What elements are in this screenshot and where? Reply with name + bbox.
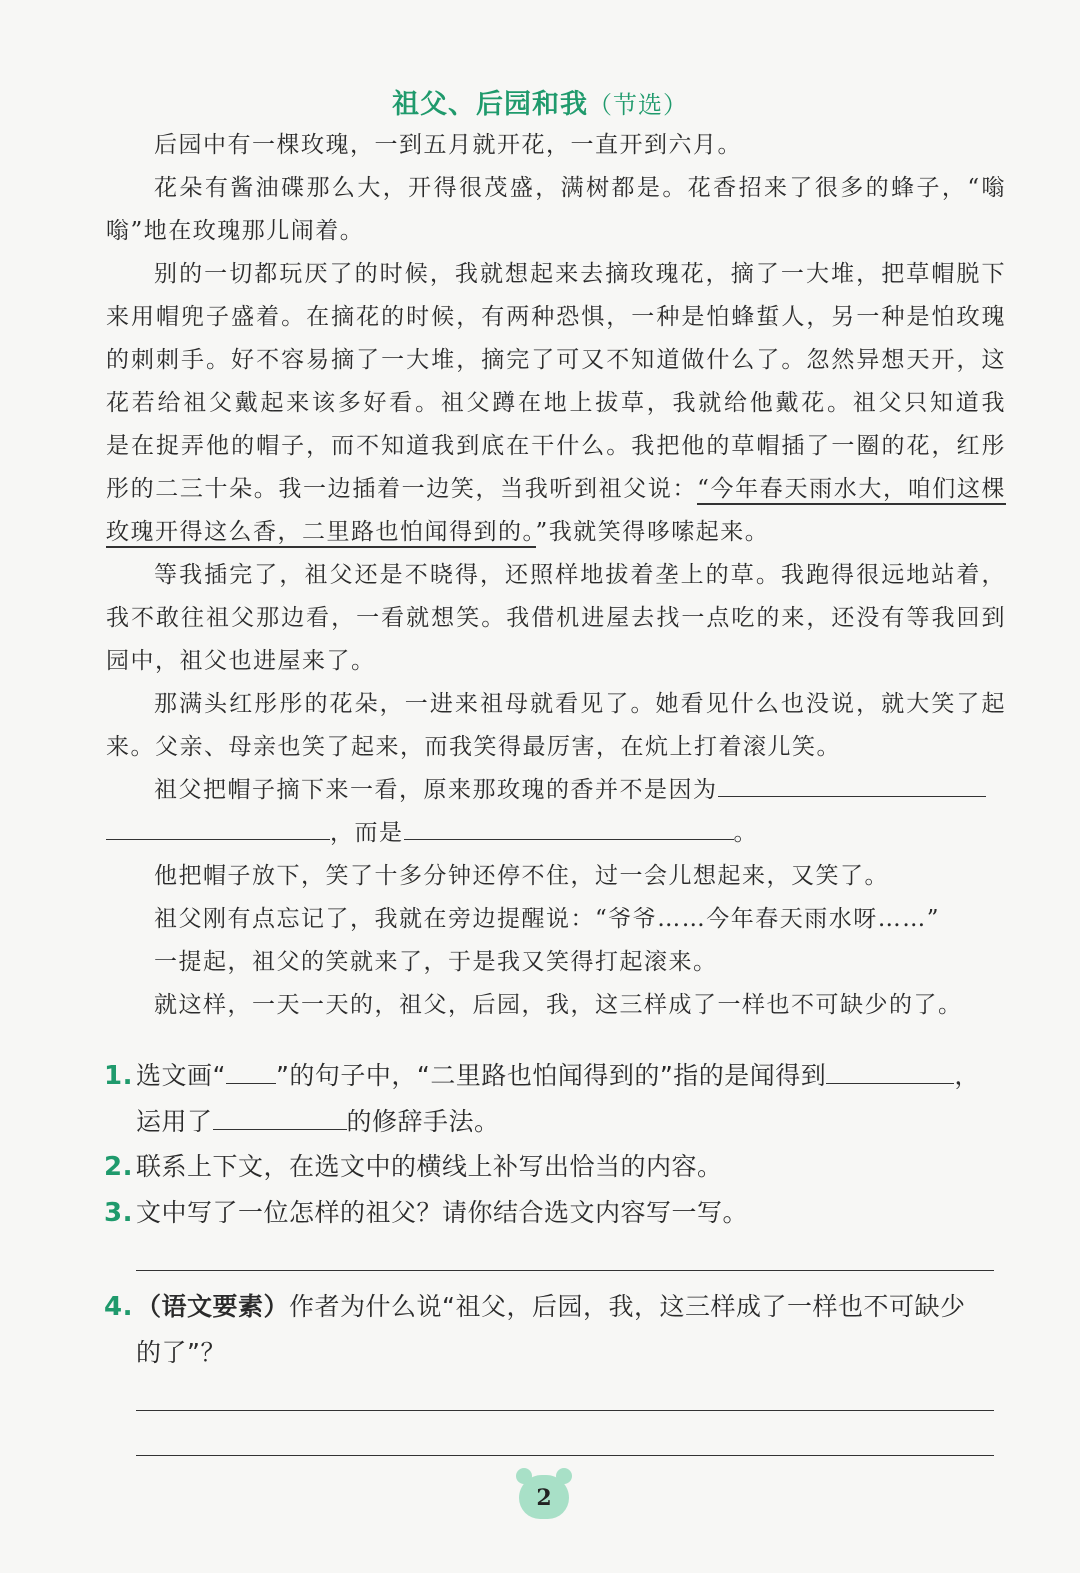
answer-line[interactable] [136, 1270, 994, 1271]
passage-line: 别的一切都玩厌了的时候，我就想起来去摘玫瑰花，摘了一大堆，把草帽脱下 [154, 261, 1006, 287]
passage-title [0, 82, 1080, 121]
question-1 [104, 1053, 1004, 1099]
passage-text-segment: ，而是 [330, 820, 404, 846]
page-number-badge: 2 [519, 1475, 569, 1519]
passage-line: 花若给祖父戴起来该多好看。祖父蹲在地上拔草，我就给他戴花。祖父只知道我 [106, 390, 1006, 416]
passage-line: 是在捉弄他的帽子，而不知道我到底在干什么。我把他的草帽插了一圈的花，红彤 [106, 433, 1006, 459]
questions-section [104, 1053, 1004, 1236]
passage-line: 嗡”地在玫瑰那儿闹着。 [106, 218, 365, 244]
fill-blank[interactable] [213, 1109, 347, 1130]
passage-text-segment: ”我就笑得哆嗦起来。 [535, 519, 770, 545]
passage-line: 来用帽兜子盛着。在摘花的时候，有两种恐惧，一种是怕蜂蜇人，另一种是怕玫瑰 [106, 304, 1006, 330]
underlined-sentence: 玫瑰开得这么香，二里路也怕闻得到的。 [106, 519, 536, 548]
question-text: 联系上下文，在选文中的横线上补写出恰当的内容。 [136, 1152, 723, 1181]
question-text: 文中写了一位怎样的祖父？请你结合选文内容写一写。 [136, 1198, 749, 1227]
question-2 [104, 1144, 1004, 1190]
question-4-continued [104, 1330, 1004, 1375]
passage-line: 来。父亲、母亲也笑了起来，而我笑得最厉害，在炕上打着滚儿笑。 [106, 734, 841, 760]
question-number: 4. [104, 1292, 133, 1322]
answer-line[interactable] [136, 1410, 994, 1411]
fill-blank[interactable] [226, 1063, 276, 1084]
fill-blank[interactable] [718, 774, 986, 797]
passage-text-segment: 祖父把帽子摘下来一看，原来那玫瑰的香并不是因为 [154, 777, 718, 803]
question-tag: （语文要素） [136, 1292, 290, 1321]
passage-line [106, 812, 1006, 855]
question-3 [104, 1190, 1004, 1236]
question-text: ”的句子中，“二里路也怕闻得到的”指的是闻得到 [275, 1061, 827, 1090]
passage-text-segment: 。 [733, 820, 758, 846]
answer-line[interactable] [136, 1455, 994, 1456]
passage-line: 就这样，一天一天的，祖父，后园，我，这三样成了一样也不可缺少的了。 [154, 992, 963, 1018]
question-number: 1. [104, 1061, 133, 1091]
question-text: 选文画“ [136, 1061, 226, 1090]
passage-line: 我不敢往祖父那边看，一看就想笑。我借机进屋去找一点吃的来，还没有等我回到 [106, 605, 1006, 631]
passage-line: 祖父刚有点忘记了，我就在旁边提醒说：“爷爷……今年春天雨水呀……” [154, 906, 941, 932]
underlined-sentence: “今年春天雨水大，咱们这棵 [697, 476, 1006, 505]
passage-line: 那满头红彤彤的花朵，一进来祖母就看见了。她看见什么也没说，就大笑了起 [154, 691, 1006, 717]
passage-line [106, 468, 1006, 511]
passage-line: 的刺刺手。好不容易摘了一大堆，摘完了可又不知道做什么了。忽然异想天开，这 [106, 347, 1006, 373]
fill-blank[interactable] [404, 817, 734, 840]
question-text: 作者为什么说“祖父，后园，我，这三样成了一样也不可缺少 [289, 1292, 966, 1321]
title-main: 祖父、后园和我 [392, 89, 588, 120]
question-number: 2. [104, 1152, 133, 1182]
passage-line [106, 511, 1006, 554]
question-text: 运用了 [136, 1107, 213, 1136]
question-text: 的修辞手法。 [346, 1107, 500, 1136]
passage-line: 园中，祖父也进屋来了。 [106, 648, 376, 674]
question-4-block [104, 1284, 1004, 1375]
question-1-continued [104, 1099, 1004, 1144]
question-4 [104, 1284, 1004, 1330]
question-text: 的了”？ [136, 1338, 226, 1367]
passage-text [106, 124, 1006, 1027]
passage-line: 花朵有酱油碟那么大，开得很茂盛，满树都是。花香招来了很多的蜂子，“嗡 [154, 175, 1006, 201]
passage-line: 一提起，祖父的笑就来了，于是我又笑得打起滚来。 [154, 949, 718, 975]
question-text: ， [954, 1061, 980, 1090]
passage-line [106, 769, 1006, 812]
fill-blank[interactable] [826, 1063, 954, 1084]
passage-line: 等我插完了，祖父还是不晓得，还照样地拔着垄上的草。我跑得很远地站着， [154, 562, 1006, 588]
question-number: 3. [104, 1198, 133, 1228]
title-sub: （节选） [588, 91, 688, 119]
fill-blank[interactable] [106, 817, 330, 840]
passage-line: 后园中有一棵玫瑰，一到五月就开花，一直开到六月。 [154, 132, 742, 158]
passage-text-segment: 彤的二三十朵。我一边插着一边笑，当我听到祖父说： [106, 476, 698, 502]
passage-line: 他把帽子放下，笑了十多分钟还停不住，过一会儿想起来，又笑了。 [154, 863, 889, 889]
